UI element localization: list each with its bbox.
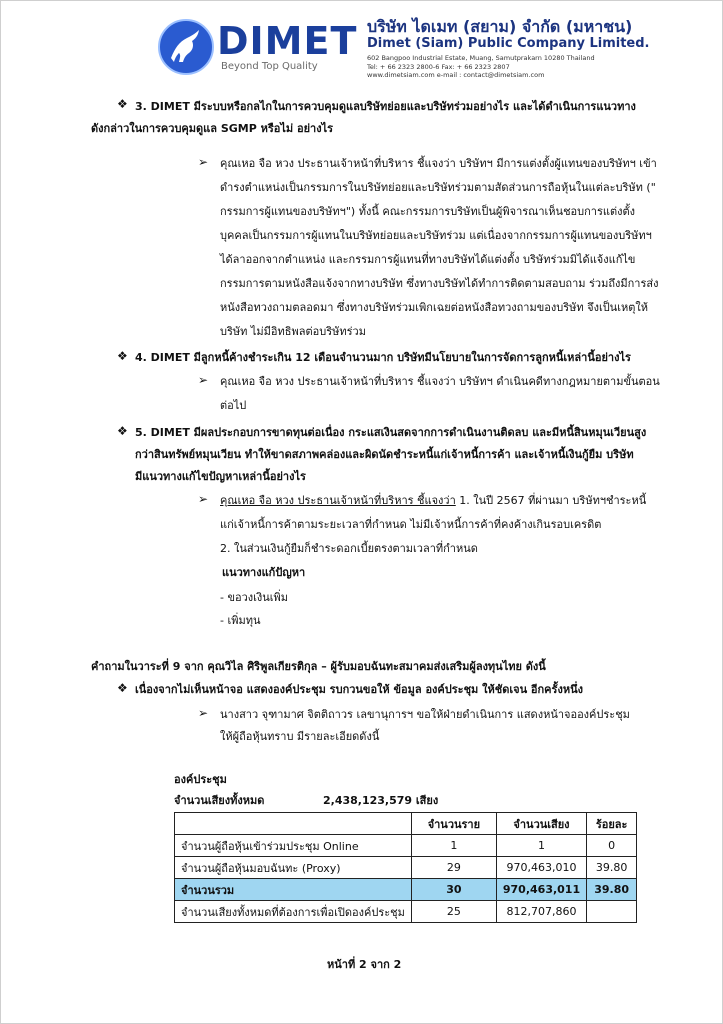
total-votes-value: 2,438,123,579 เสียง (323, 794, 439, 807)
table-cell: 0 (587, 835, 637, 857)
answer-3-line: คุณเหอ จือ หวง ประธานเจ้าหน้าที่บริหาร ชี้แจงว่า บริษัทฯ มีการแต่งตั้งผู้แทนของบริษัทฯ เข้า (220, 157, 657, 170)
question-3-line-1: 3. DIMET มีระบบหรือกลไกในการควบคุมดูแลบริษัทย่อยและบริษัทร่วมอย่างไร และได้ดำเนินการแนวทาง (135, 100, 636, 113)
agenda-9-question: เนื่องจากไม่เห็นหน้าจอ แสดงองค์ประชุม รบกวนขอให้ ข้อมูล องค์ประชุม ให้ชัดเจน อีกครั้งหนึ่ง (135, 683, 583, 696)
arrow-bullet-icon: ➢ (198, 492, 209, 506)
table-cell: 30 (411, 879, 496, 901)
diamond-bullet-icon: ❖ (117, 424, 128, 438)
agenda-9-question-intro: คำถามในวาระที่ 9 จาก คุณวิไล ศิริพูลเกียรติกุล – ผู้รับมอบฉันทะสมาคมส่งเสริมผู้ลงทุนไทย ดังนี้ (91, 660, 546, 673)
table-row (175, 857, 637, 879)
company-name-thai: บริษัท ไดเมท (สยาม) จำกัด (มหาชน) (367, 17, 633, 36)
answer-5-speaker: คุณเหอ จือ หวง ประธานเจ้าหน้าที่บริหาร ชี้แจงว่า (220, 494, 456, 507)
table-row-total (175, 879, 637, 901)
table-row (175, 835, 637, 857)
web-line: www.dimetsiam.com e-mail : contact@dimetsiam.com (367, 71, 545, 79)
table-cell: 29 (411, 857, 496, 879)
table-header-row (175, 813, 637, 835)
answer-5-text: 1. ในปี 2567 ที่ผ่านมา บริษัทฯชำระหนี้ (455, 494, 647, 507)
arrow-bullet-icon: ➢ (198, 706, 209, 720)
brand-tagline: Beyond Top Quality (221, 61, 318, 72)
answer-4-line: ต่อไป (220, 399, 247, 412)
table-cell: 1 (496, 835, 586, 857)
question-5-line: 5. DIMET มีผลประกอบการขาดทุนต่อเนื่อง กระแสเงินสดจากการดำเนินงานติดลบ และมีหนี้สินหมุนเวียนสูง (135, 426, 647, 439)
arrow-bullet-icon: ➢ (198, 155, 209, 169)
table-cell: จำนวนรวม (175, 879, 412, 901)
diamond-bullet-icon: ❖ (117, 349, 128, 363)
company-address (367, 54, 595, 80)
table-cell: จำนวนผู้ถือหุ้นมอบฉันทะ (Proxy) (175, 857, 412, 879)
question-5-line: กว่าสินทรัพย์หมุนเวียน ทำให้ขาดสภาพคล่องและผิดนัดชำระหนี้แก่เจ้าหนี้การค้า และเจ้าหนี้เงินกู้ยืม บริษัท (135, 448, 634, 461)
solution-heading: แนวทางแก้ปัญหา (222, 566, 306, 579)
table-header-cell: จำนวนเสียง (496, 813, 586, 835)
answer-3-line: ได้ลาออกจากตำแหน่ง และกรรมการผู้แทนที่ทางบริษัทได้แต่งตั้ง บริษัทร่วมมิได้แจ้งแก้ไข (220, 253, 636, 266)
arrow-bullet-icon: ➢ (198, 373, 209, 387)
answer-3-line: ดำรงตำแหน่งเป็นกรรมการในบริษัทย่อยและบริษัทร่วมตามสัดส่วนการถือหุ้นในแต่ละบริษัท (" (220, 181, 656, 194)
brand-logo-text: DIMET (217, 19, 358, 63)
table-row (175, 901, 637, 923)
diamond-bullet-icon: ❖ (117, 97, 128, 111)
table-header-cell: จำนวนราย (411, 813, 496, 835)
quorum-table (174, 812, 637, 923)
answer-3-line: กรรมการผู้แทนของบริษัทฯ") ทั้งนี้ คณะกรรมการบริษัทเป็นผู้พิจารณาเห็นชอบการแต่งตั้ง (220, 205, 635, 218)
table-cell: 1 (411, 835, 496, 857)
page-number: หน้าที่ 2 จาก 2 (327, 958, 402, 971)
answer-4-line: คุณเหอ จือ หวง ประธานเจ้าหน้าที่บริหาร ชี้แจงว่า บริษัทฯ ดำเนินคดีทางกฎหมายตามขั้นตอน (220, 375, 660, 388)
answer-5-line-2: แก่เจ้าหนี้การค้าตามระยะเวลาที่กำหนด ไม่มีเจ้าหนี้การค้าที่คงค้างเกินรอบเครดิต (220, 518, 602, 531)
question-3-line-2: ดังกล่าวในการควบคุมดูแล SGMP หรือไม่ อย่างไร (91, 122, 334, 135)
diamond-bullet-icon: ❖ (117, 681, 128, 695)
horse-emblem-icon (157, 18, 215, 76)
answer-3-line: หนังสือทวงถามตลอดมา ซึ่งทางบริษัทร่วมเพิกเฉยต่อหนังสือทวงถามของบริษัท จึงเป็นเหตุให้ (220, 301, 648, 314)
table-cell: 970,463,010 (496, 857, 586, 879)
answer-3-line: กรรมการตามหนังสือแจ้งจากทางบริษัท ซึ่งทางบริษัทได้ทำการติดตามสอบถาม ร่วมถึงมีการส่ง (220, 277, 659, 290)
address-line: 602 Bangpoo Industrial Estate, Muang, Samutprakarn 10280 Thailand (367, 54, 595, 62)
answer-5-line-3: 2. ในส่วนเงินกู้ยืมก็ชำระดอกเบี้ยตรงตามเวลาที่กำหนด (220, 542, 478, 555)
solution-item: - ขอวงเงินเพิ่ม (220, 591, 289, 604)
answer-3-line: บริษัท ไม่มีอิทธิพลต่อบริษัทร่วม (220, 325, 366, 338)
table-header-cell: ร้อยละ (587, 813, 637, 835)
answer-9-line: ให้ผู้ถือหุ้นทราบ มีรายละเอียดดังนี้ (220, 730, 380, 743)
answer-3-line: บุคคลเป็นกรรมการผู้แทนในบริษัทย่อยและบริษัทร่วม แต่เนื่องจากกรรมการผู้แทนของบริษัทฯ (220, 229, 652, 242)
table-cell: 812,707,860 (496, 901, 586, 923)
answer-9-line: นางสาว จุฑามาศ จิตติถาวร เลขานุการฯ ขอให้ฝ่ายดำเนินการ แสดงหน้าจอองค์ประชุม (220, 708, 630, 721)
table-cell: 970,463,011 (496, 879, 586, 901)
company-name-english: Dimet (Siam) Public Company Limited. (367, 36, 650, 51)
table-cell: 39.80 (587, 857, 637, 879)
question-5-line: มีแนวทางแก้ไขปัญหาเหล่านี้อย่างไร (135, 470, 306, 483)
table-cell: จำนวนเสียงทั้งหมดที่ต้องการเพื่อเปิดองค์ประชุม (175, 901, 412, 923)
total-votes-label: จำนวนเสียงทั้งหมด (174, 794, 265, 807)
quorum-title: องค์ประชุม (174, 773, 227, 786)
question-4-line-1: 4. DIMET มีลูกหนี้ค้างชำระเกิน 12 เดือนจำนวนมาก บริษัทมีนโยบายในการจัดการลูกหนี้เหล่านี้อย่างไร (135, 351, 631, 364)
table-cell: 25 (411, 901, 496, 923)
table-cell (587, 901, 637, 923)
answer-5-line-1 (220, 493, 646, 508)
table-cell: จำนวนผู้ถือหุ้นเข้าร่วมประชุม Online (175, 835, 412, 857)
solution-item: - เพิ่มทุน (220, 614, 261, 627)
table-header-cell (175, 813, 412, 835)
contact-line: Tel: + 66 2323 2800-6 Fax: + 66 2323 2807 (367, 62, 510, 71)
table-cell: 39.80 (587, 879, 637, 901)
